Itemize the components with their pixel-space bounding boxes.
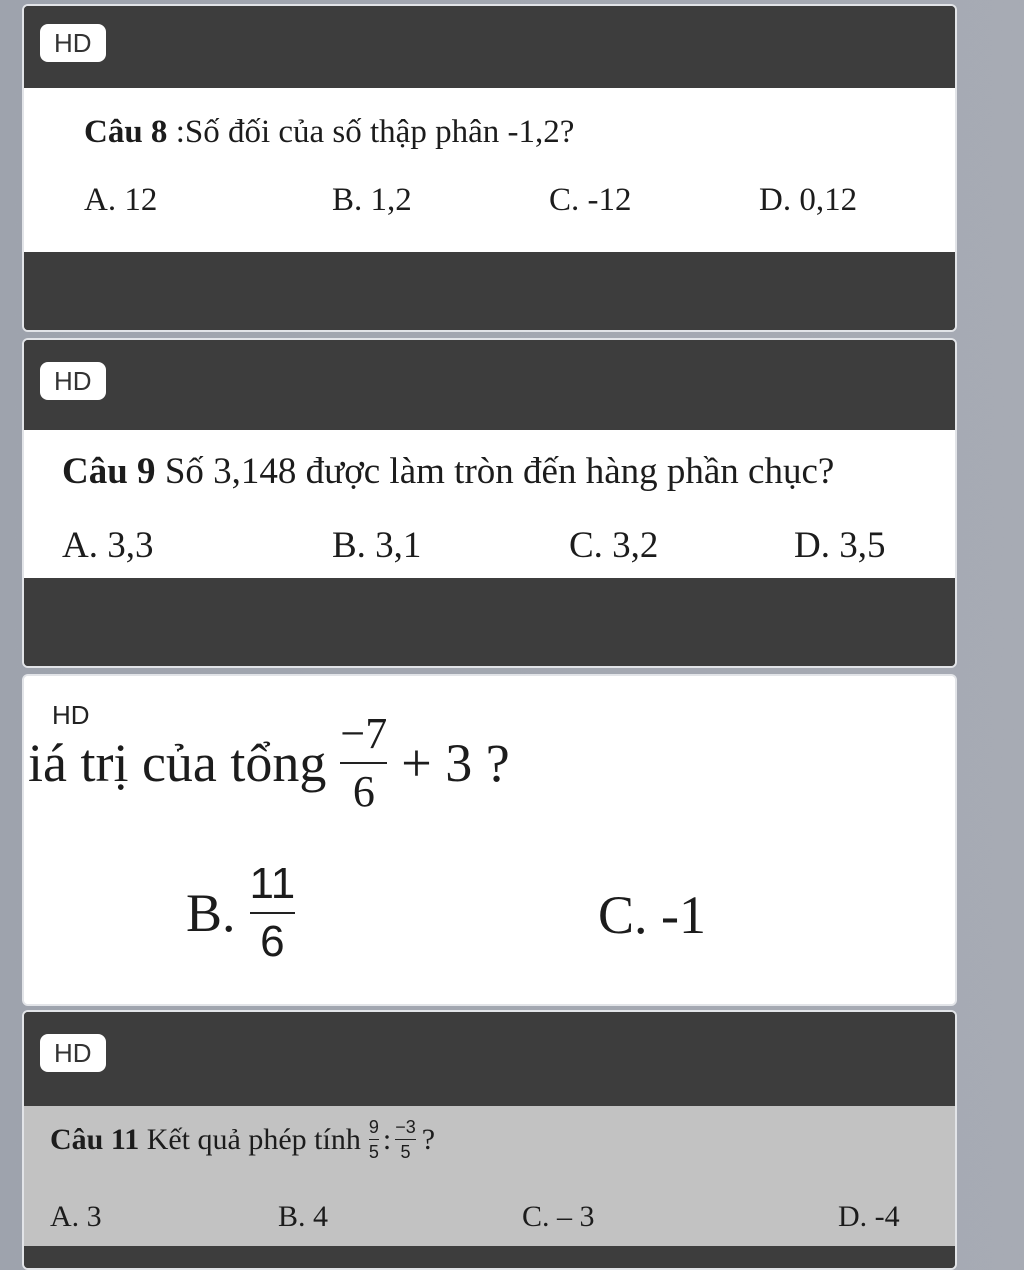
card-header	[24, 6, 955, 88]
fraction-line	[250, 912, 296, 914]
option-a[interactable]: A. 12	[84, 182, 158, 218]
option-d[interactable]: D. 3,5	[794, 525, 886, 566]
fraction-line	[340, 762, 387, 764]
fraction	[340, 709, 388, 816]
option-b-fraction	[249, 859, 296, 966]
card-footer	[24, 1246, 955, 1270]
option-c[interactable]: C. -12	[549, 182, 632, 218]
hd-label[interactable]: HD	[52, 700, 90, 730]
question-text: Câu 9 Số 3,148 được làm tròn đến hàng phần chục?	[62, 451, 835, 492]
option-c[interactable]: C. -1	[598, 885, 706, 945]
option-c[interactable]: C. 3,2	[569, 525, 659, 566]
fraction-denominator: 6	[352, 767, 375, 816]
question-number: Câu 11	[50, 1122, 140, 1156]
fraction-numerator: 9	[368, 1117, 379, 1137]
hd-badge[interactable]: HD	[40, 24, 106, 62]
option-d[interactable]: D. 0,12	[759, 182, 858, 218]
question-number: Câu 9	[62, 451, 156, 492]
option-d[interactable]: D. -4	[838, 1200, 900, 1233]
question-content	[24, 88, 955, 252]
option-a[interactable]: A. 3	[50, 1200, 102, 1233]
question-text: iá trị của tổng $\frac{-7}{6}$ + 3 ?	[28, 709, 510, 816]
option-b[interactable]: B. 1,2	[332, 182, 412, 218]
question-card-10	[22, 674, 957, 1006]
hd-badge[interactable]: HD	[40, 1034, 106, 1072]
question-card-9	[22, 338, 957, 668]
fraction-numerator: −7	[340, 709, 388, 758]
question-text: Câu 8 :Số đối của số thập phân -1,2?	[84, 114, 575, 150]
hd-badge[interactable]: HD	[40, 362, 106, 400]
option-b[interactable]: B. 4	[278, 1200, 329, 1233]
question-card-8	[22, 4, 957, 332]
fraction-denominator: 5	[400, 1142, 411, 1162]
card-header	[24, 340, 955, 430]
fraction-numerator: −3	[395, 1117, 416, 1137]
fraction-numerator: 11	[249, 859, 296, 908]
fraction-1	[369, 1118, 379, 1161]
question-number: Câu 8	[84, 114, 168, 150]
question-content	[24, 676, 955, 1006]
fraction-line	[395, 1139, 416, 1140]
option-b[interactable]: B. 3,1	[332, 525, 422, 566]
option-a[interactable]: A. 3,3	[62, 525, 154, 566]
option-c[interactable]: C. – 3	[522, 1200, 595, 1233]
fraction-denominator: 6	[260, 917, 285, 966]
card-header	[24, 1012, 955, 1106]
question-card-11	[22, 1010, 957, 1270]
question-content	[24, 430, 955, 578]
fraction-2	[395, 1118, 416, 1161]
card-footer	[24, 578, 955, 668]
question-text: Câu 11 Kết quả phép tính $\frac{9}{5}$ : $\frac{-3}{5}$ ?	[50, 1117, 436, 1162]
question-content	[24, 1106, 955, 1246]
option-b[interactable]: B. $\frac{11}{6}$	[186, 859, 296, 966]
card-footer	[24, 252, 955, 332]
fraction-line	[369, 1139, 379, 1140]
fraction-denominator: 5	[368, 1142, 379, 1162]
